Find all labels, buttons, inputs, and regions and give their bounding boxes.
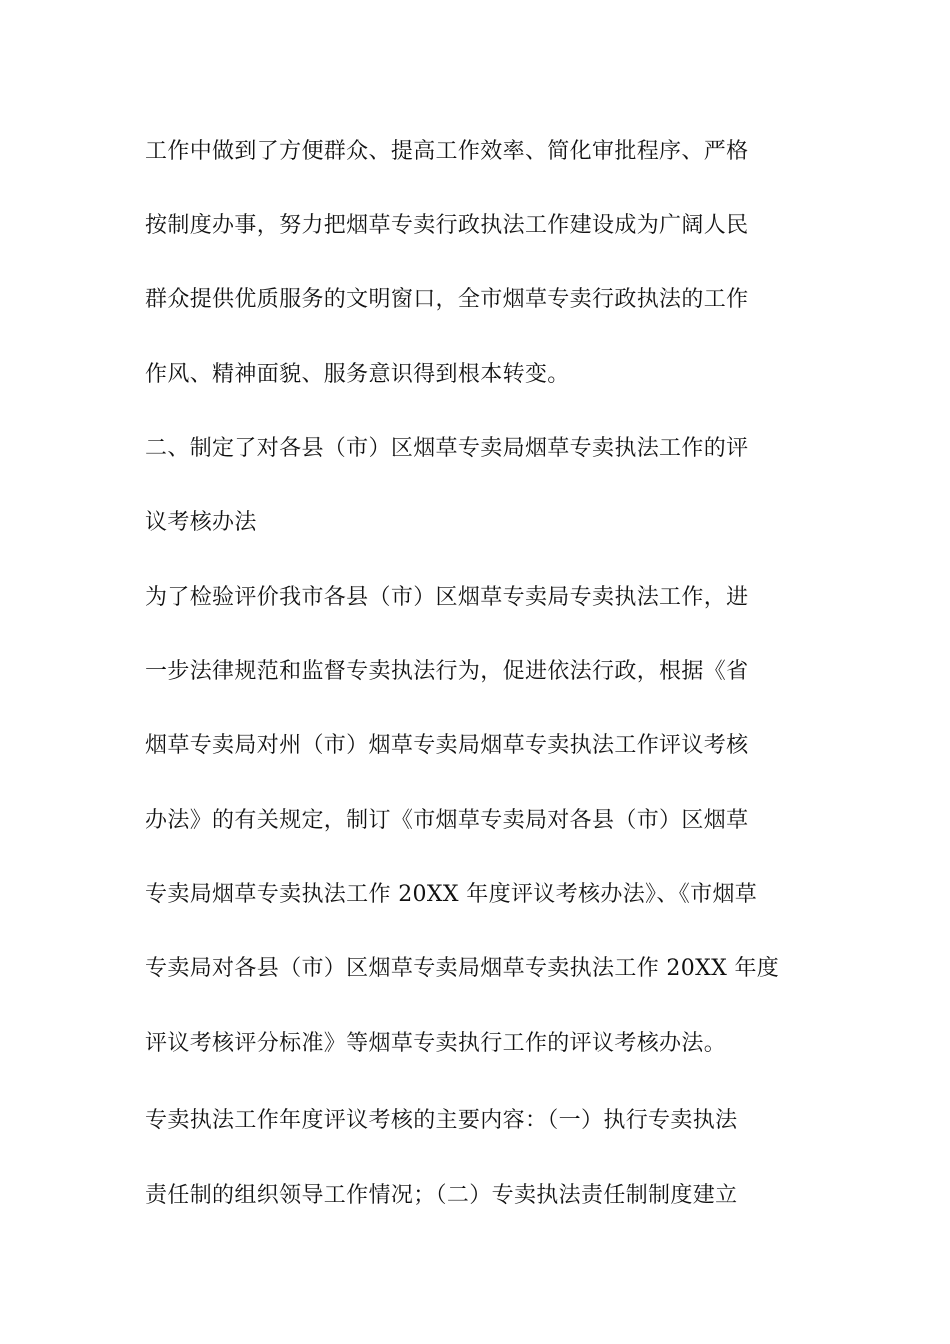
text-line-10: 办法》的有关规定，制订《市烟草专卖局对各县（市）区烟草 <box>145 808 749 833</box>
section-heading-line-2: 议考核办法 <box>145 510 257 535</box>
text-line-8: 一步法律规范和监督专卖执法行为，促进依法行政，根据《省 <box>145 659 749 684</box>
text-line-7: 为了检验评价我市各县（市）区烟草专卖局专卖执法工作，进 <box>145 585 749 610</box>
section-heading-line-1: 二、制定了对各县（市）区烟草专卖局烟草专卖执法工作的评 <box>145 436 749 461</box>
text-line-13: 评议考核评分标准》等烟草专卖执行工作的评议考核办法。 <box>145 1031 727 1056</box>
text-line-12: 专卖局对各县（市）区烟草专卖局烟草专卖执法工作 20XX 年度 <box>145 956 780 981</box>
text-line-11: 专卖局烟草专卖执法工作 20XX 年度评议考核办法》、《市烟草 <box>145 882 758 907</box>
text-line-9: 烟草专卖局对州（市）烟草专卖局烟草专卖执法工作评议考核 <box>145 733 749 758</box>
text-line-4: 作风、精神面貌、服务意识得到根本转变。 <box>145 362 570 387</box>
text-line-2: 按制度办事，努力把烟草专卖行政执法工作建设成为广阔人民 <box>145 213 749 238</box>
text-line-1: 工作中做到了方便群众、提高工作效率、简化审批程序、严格 <box>145 139 749 164</box>
text-line-14: 专卖执法工作年度评议考核的主要内容：（一）执行专卖执法 <box>145 1108 738 1133</box>
text-line-3: 群众提供优质服务的文明窗口，全市烟草专卖行政执法的工作 <box>145 287 749 312</box>
text-line-15: 责任制的组织领导工作情况；（二）专卖执法责任制制度建立 <box>145 1183 738 1208</box>
